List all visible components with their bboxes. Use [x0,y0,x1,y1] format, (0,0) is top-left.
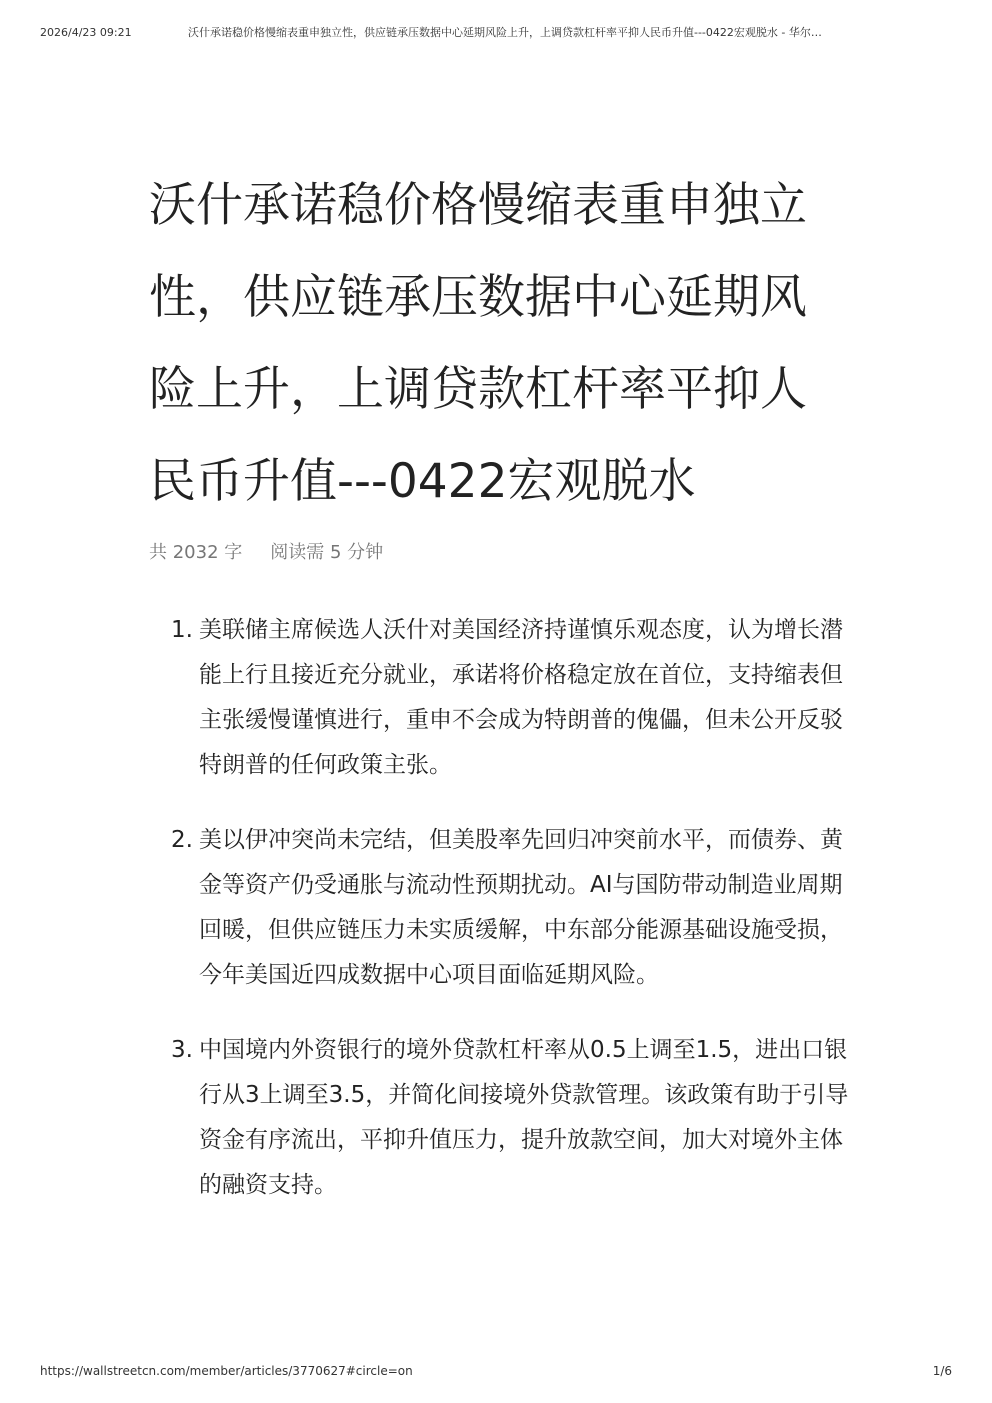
list-item-text: 美联储主席候选人沃什对美国经济持谨慎乐观态度，认为增长潜能上行且接近充分就业，承诺将价格稳定放在首位，支持缩表但主张缓慢谨慎进行，重申不会成为特朗普的傀儡，但未公开反驳特朗普的任何政策主张。 [199,617,843,778]
print-page-title: 沃什承诺稳价格慢缩表重申独立性，供应链承压数据中心延期风险上升，上调贷款杠杆率平抑人民币升值---0422宏观脱水 - 华尔… [188,26,822,39]
print-footer [0,1360,992,1390]
list-item [149,818,849,998]
list-item-text: 中国境内外资银行的境外贷款杠杆率从0.5上调至1.5，进出口银行从3上调至3.5，并简化间接境外贷款管理。该政策有助于引导资金有序流出，平抑升值压力，提升放款空间，加大对境外主体的融资支持。 [199,1037,849,1198]
list-item-number: 3. [171,1037,193,1063]
print-url: https://wallstreetcn.com/member/articles/3770627#circle=on [40,1364,413,1378]
print-datetime: 2026/4/23 09:21 [40,26,132,39]
list-item-text: 美以伊冲突尚未完结，但美股率先回归冲突前水平，而债券、黄金等资产仍受通胀与流动性预期扰动。AI与国防带动制造业周期回暖，但供应链压力未实质缓解，中东部分能源基础设施受损，今年美国近四成数据中心项目面临延期风险。 [199,827,843,988]
word-count: 共 2032 字 [149,542,243,563]
list-item-number: 1. [171,617,193,643]
article-meta [149,540,849,566]
summary-list [149,608,849,1208]
article-title: 沃什承诺稳价格慢缩表重申独立性，供应链承压数据中心延期风险上升，上调贷款杠杆率平抑人民币升值---0422宏观脱水 [149,178,807,509]
print-header [0,0,992,40]
list-item-number: 2. [171,827,193,853]
list-item [149,608,849,788]
article [149,160,849,1238]
list-item [149,1028,849,1208]
page-number: 1/6 [932,1364,952,1378]
read-time: 阅读需 5 分钟 [270,542,384,563]
